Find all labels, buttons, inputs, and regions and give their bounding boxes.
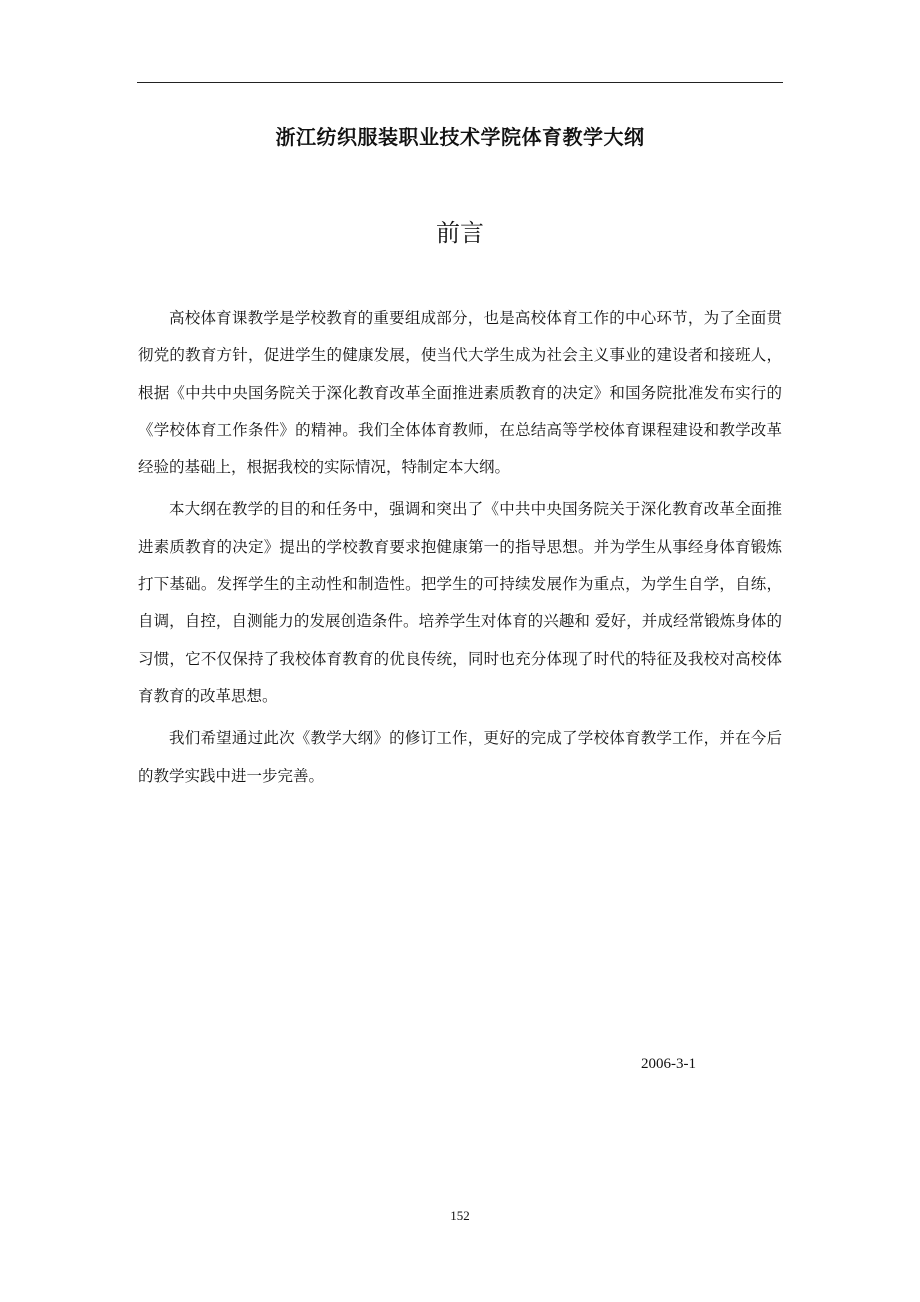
page-number: 152 bbox=[450, 1208, 470, 1223]
paragraph-3: 我们希望通过此次《教学大纲》的修订工作，更好的完成了学校体育教学工作，并在今后的教学实践中进一步完善。 bbox=[138, 729, 782, 785]
document-date: 2006-3-1 bbox=[641, 1056, 696, 1072]
paragraph-1: 高校体育课教学是学校教育的重要组成部分，也是高校体育工作的中心环节，为了全面贯彻党的教育方针，促进学生的健康发展，使当代大学生成为社会主义事业的建设者和接班人，根据《中共中央国务院关于深化教育改革全面推进素质教育的决定》和国务院批准发布实行的《学校体育工作条件》的精神。我们全体体育教师，在总结高等学校体育课程建设和教学改革经验的基础上，根据我校的实际情况，特制定本大纲。 bbox=[138, 309, 782, 477]
preface-body bbox=[138, 300, 782, 800]
document-title: 浙江纺织服装职业技术学院体育教学大纲 bbox=[275, 125, 645, 149]
header-rule bbox=[137, 82, 783, 83]
section-heading-preface: 前言 bbox=[436, 219, 484, 247]
paragraph-2: 本大纲在教学的目的和任务中，强调和突出了《中共中央国务院关于深化教育改革全面推进素质教育的决定》提出的学校教育要求抱健康第一的指导思想。并为学生从事经身体育锻炼打下基础。发挥学生的主动性和制造性。把学生的可持续发展作为重点，为学生自学，自练，自调，自控，自测能力的发展创造条件。培养学生对体育的兴趣和 爱好，并成经常锻炼身体的习惯，它不仅保持了我校体育教育的优良传统，同时也充分体现了时代的特征及我校对高校体育教育的改革思想。 bbox=[138, 500, 782, 705]
